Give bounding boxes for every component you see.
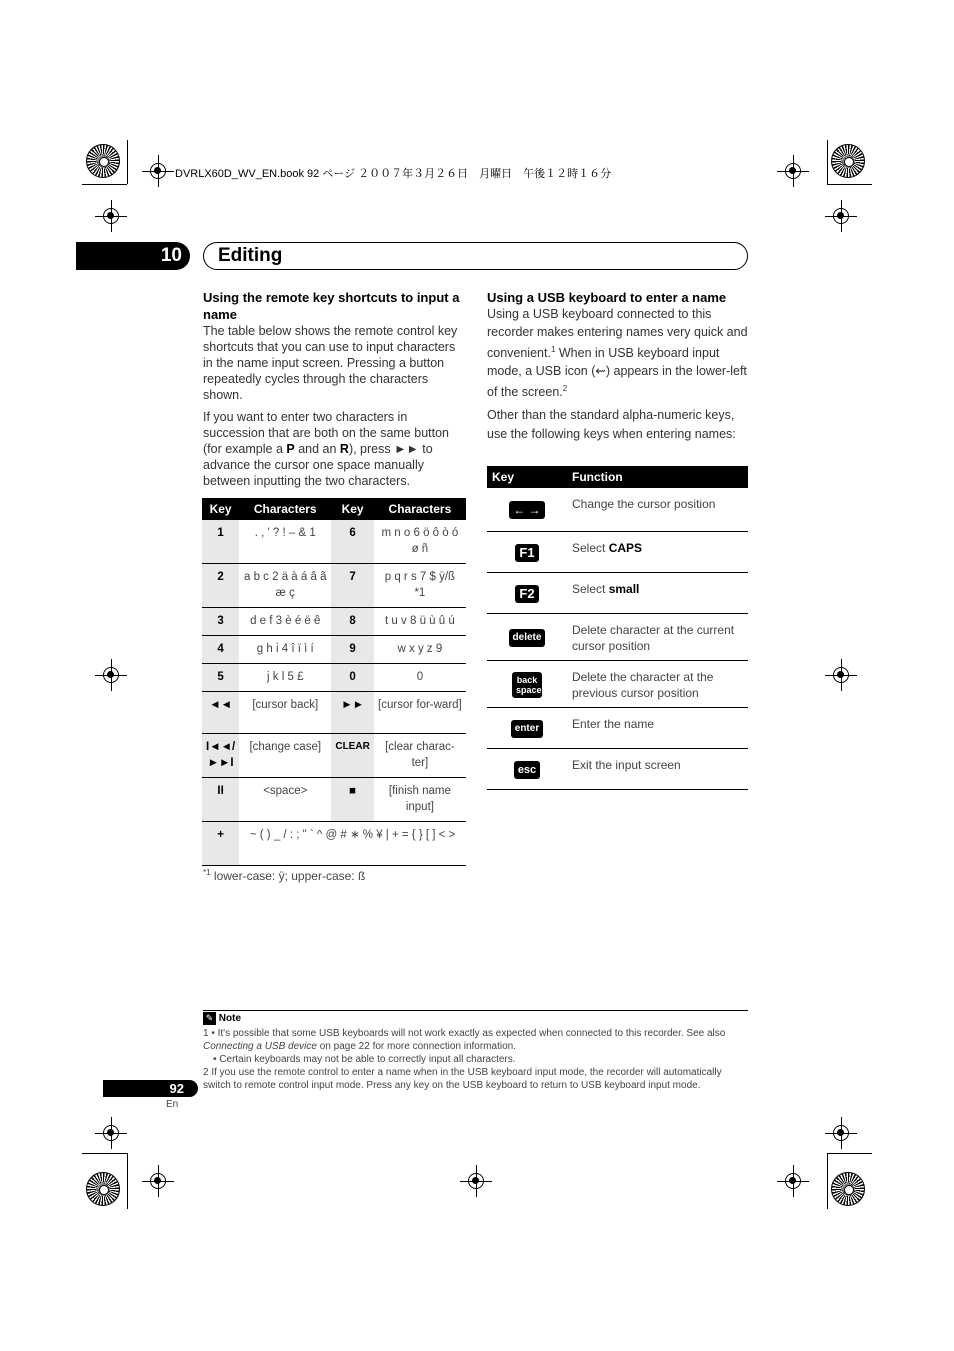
left-heading: Using the remote key shortcuts to input a name [203, 290, 460, 322]
crop-mark [127, 140, 128, 184]
registration-mark-icon [103, 208, 119, 224]
f2-key-icon: F2 [515, 585, 538, 603]
registration-sun-icon [831, 144, 865, 178]
page-number: 92 [103, 1080, 198, 1097]
registration-mark-icon [785, 1173, 801, 1189]
registration-mark-icon [833, 667, 849, 683]
table-row: delete Delete character at the current cursor position [487, 613, 748, 660]
registration-mark-icon [150, 163, 166, 179]
table-row: I◄◄/ ►►I [change case] CLEAR [clear charac-ter] [202, 734, 466, 778]
backspace-key-icon: back space [512, 672, 542, 698]
table-row: + ~ ( ) _ / : ; " ` ^ @ # ∗ % ¥ | + = { } [ ] < > [202, 822, 466, 866]
note-divider [203, 1010, 748, 1011]
right-column [487, 289, 749, 444]
table-row: II <space> ■ [finish name input] [202, 778, 466, 822]
usb-key-table [487, 466, 748, 790]
table-header: Characters [374, 498, 466, 520]
table-row: F2 Select small [487, 572, 748, 613]
chapter-title-box [203, 242, 748, 270]
crop-mark [827, 140, 828, 184]
crop-mark [82, 1153, 127, 1154]
table-row: ← → Change the cursor position [487, 488, 748, 531]
registration-mark-icon [833, 208, 849, 224]
right-para-2: Other than the standard alpha-numeric keys, use the following keys when entering names: [487, 407, 736, 441]
crop-mark [827, 184, 872, 185]
left-column [203, 289, 465, 489]
registration-sun-icon [86, 144, 120, 178]
note-icon: ✎ [203, 1012, 216, 1025]
page-lang: En [166, 1099, 179, 1110]
table-header: Key [202, 498, 239, 520]
esc-key-icon: esc [514, 761, 540, 779]
left-para-2: If you want to enter two characters in succession that are both on the same button (for example a P and an R), press ►► to advance the cursor one space manually between inputting the two characters. [203, 410, 449, 488]
note-item-1b: • Certain keyboards may not be able to correctly input all characters. [213, 1054, 516, 1065]
chapter-title: Editing [218, 245, 283, 266]
left-para-1: The table below shows the remote control key shortcuts that you can use to input characters in the name input screen. Pressing a button repeatedly cycles through the characters shown. [203, 324, 458, 402]
table-row: back space Delete the character at the previous cursor position [487, 660, 748, 707]
table-row: 4 g h i 4 î ï ì í 9 w x y z 9 [202, 636, 466, 664]
registration-mark-icon [103, 1125, 119, 1141]
enter-key-icon: enter [511, 720, 543, 738]
f1-key-icon: F1 [515, 544, 538, 562]
registration-mark-icon [785, 163, 801, 179]
right-para-1: Using a USB keyboard connected to this recorder makes entering names very quick and convenient.$^1$ When in USB keyboard input mode, a USB icon (⇜) appears in the lower-left of the screen.$^2$ [487, 307, 748, 400]
crop-mark [827, 1153, 872, 1154]
table-row: 2 a b c 2 ä à á â ã æ ç 7 p q r s 7 $ ÿ/ß *1 [202, 564, 466, 608]
registration-mark-icon [833, 1125, 849, 1141]
registration-mark-icon [468, 1173, 484, 1189]
crop-mark [827, 1153, 828, 1209]
note-body [203, 1027, 751, 1092]
book-header: DVRLX60D_WV_EN.book 92 ページ ２００７年３月２６日 月曜日 午後１２時１６分 [175, 168, 612, 180]
chapter-number: 10 [76, 242, 190, 270]
registration-sun-icon [831, 1172, 865, 1206]
right-heading: Using a USB keyboard to enter a name [487, 290, 727, 305]
table-header: Key [487, 466, 567, 488]
table-header: Characters [239, 498, 331, 520]
table-header: Key [331, 498, 373, 520]
table-row: esc Exit the input screen [487, 748, 748, 789]
registration-mark-icon [150, 1173, 166, 1189]
table-row: ◄◄ [cursor back] ►► [cursor for-ward] [202, 692, 466, 734]
note-item-1: 1 • It's possible that some USB keyboards will not work exactly as expected when connected to this recorder. See also Connecting a USB device on page 22 for more connection information. [203, 1028, 726, 1052]
registration-sun-icon [86, 1172, 120, 1206]
footnote-mark: *1 [203, 868, 211, 877]
note-label: Note [218, 1013, 242, 1025]
arrow-keys-icon: ← → [509, 501, 544, 519]
crop-mark [127, 1153, 128, 1209]
table-row: 1 . , ' ? ! – & 1 6 m n o 6 ö ô ò ó ø ñ [202, 520, 466, 564]
footnote [203, 868, 365, 883]
table-header: Function [567, 466, 748, 488]
registration-mark-icon [103, 667, 119, 683]
table-row: 3 d e f 3 è é ë ê 8 t u v 8 ü ù û ú [202, 608, 466, 636]
crop-mark [82, 184, 127, 185]
table-row: F1 Select CAPS [487, 531, 748, 572]
table-row: 5 j k l 5 £ 0 0 [202, 664, 466, 692]
footnote-text: lower-case: ÿ; upper-case: ß [213, 869, 366, 883]
remote-key-table [202, 498, 466, 866]
note-header [203, 1012, 241, 1025]
note-item-2: 2 If you use the remote control to enter a name when in the USB keyboard input mode, the recorder will automatically switch to remote control input mode. Press any key on the USB keyboard to return to USB keyboard input mode. [203, 1067, 722, 1091]
table-row: enter Enter the name [487, 707, 748, 748]
delete-key-icon: delete [509, 629, 546, 647]
